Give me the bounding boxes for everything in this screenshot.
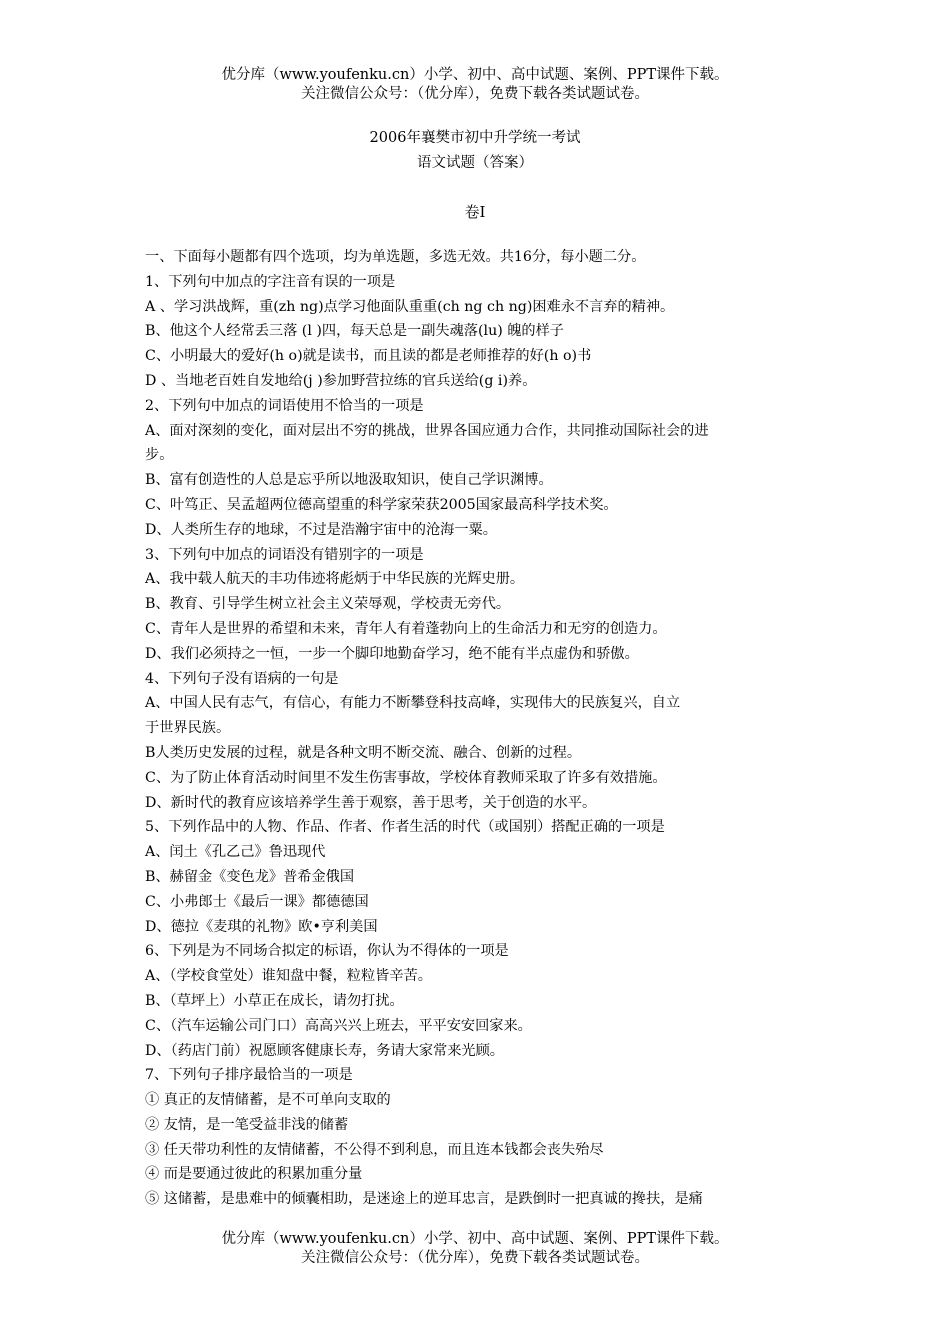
text-line: ② 友情，是一笔受益非浅的储蓄 xyxy=(145,1116,349,1133)
text-line: B人类历史发展的过程，就是各种文明不断交流、融合、创新的过程。 xyxy=(145,744,582,761)
text-line: 于世界民族。 xyxy=(145,720,231,737)
text-line: C、叶笃正、吴孟超两位德高望重的科学家荣获2005国家最高科学技术奖。 xyxy=(145,496,618,513)
text-line: D、（药店门前）祝愿顾客健康长寿，务请大家常来光顾。 xyxy=(145,1042,504,1059)
text-line: A、中国人民有志气，有信心，有能力不断攀登科技高峰，实现伟大的民族复兴，自立 xyxy=(145,695,681,712)
page-header xyxy=(0,66,950,104)
text-line: B、富有创造性的人总是忘乎所以地汲取知识，使自己学识渊博。 xyxy=(145,472,553,489)
text-line: C、为了防止体育活动时间里不发生伤害事故，学校体育教师采取了许多有效措施。 xyxy=(145,769,667,786)
text-line: ③ 任天带功利性的友情储蓄，不公得不到利息，而且连本钱都会丧失殆尽 xyxy=(145,1141,604,1158)
text-line: 5、下列作品中的人物、作品、作者、作者生活的时代（或国别）搭配正确的一项是 xyxy=(145,819,665,836)
text-line: A、（学校食堂处）谁知盘中餐，粒粒皆辛苦。 xyxy=(145,968,432,985)
text-line: D 、当地老百姓自发地给(j )参加野营拉练的官兵送给(g i)养。 xyxy=(145,372,537,389)
text-line: ① 真正的友情储蓄，是不可单向支取的 xyxy=(145,1092,391,1109)
text-line: C、小明最大的爱好(h o)就是读书，而且读的都是老师推荐的好(h o)书 xyxy=(145,348,592,365)
header-line-2: 关注微信公众号：（优分库），免费下载各类试题试卷。 xyxy=(301,86,649,102)
text-line: A、面对深刻的变化，面对层出不穷的挑战，世界各国应通力合作，共同推动国际社会的进 xyxy=(145,422,709,439)
text-line: 3、下列句中加点的词语没有错别字的一项是 xyxy=(145,546,424,563)
text-line: C、（汽车运输公司门口）高高兴兴上班去，平平安安回家来。 xyxy=(145,1017,532,1034)
question-body xyxy=(145,245,825,1212)
text-line: 4、下列句子没有语病的一句是 xyxy=(145,670,339,687)
text-line: A 、学习洪战辉，重(zh ng)点学习他面队重重(ch ng ch ng)困难永不言弃的精神。 xyxy=(145,298,675,315)
page-footer xyxy=(0,1230,950,1268)
title-line-1: 2006年襄樊市初中升学统一考试 xyxy=(369,130,581,146)
text-line: D、新时代的教育应该培养学生善于观察，善于思考，关于创造的水平。 xyxy=(145,794,597,811)
text-line: ④ 而是要通过彼此的积累加重分量 xyxy=(145,1166,363,1183)
text-line: 6、下列是为不同场合拟定的标语，你认为不得体的一项是 xyxy=(145,943,509,960)
text-line: D、德拉《麦琪的礼物》欧•亨利美国 xyxy=(145,918,378,935)
title-line-2: 语文试题（答案） xyxy=(417,155,533,171)
text-line: B、他这个人经常丢三落 (l )四，每天总是一副失魂落(lu) 魄的样子 xyxy=(145,323,564,340)
footer-line-1: 优分库（www.youfenku.cn）小学、初中、高中试题、案例、PPT课件下载。 xyxy=(221,1231,729,1247)
footer-line-2: 关注微信公众号：（优分库），免费下载各类试题试卷。 xyxy=(301,1250,649,1266)
text-line: C、小弗郎士《最后一课》都德德国 xyxy=(145,893,369,910)
text-line: 一、下面每小题都有四个选项，均为单选题，多选无效。共16分，每小题二分。 xyxy=(145,249,646,265)
header-line-1: 优分库（www.youfenku.cn）小学、初中、高中试题、案例、PPT课件下载。 xyxy=(221,67,729,83)
volume-heading: 卷Ⅰ xyxy=(464,203,486,221)
text-line: 1、下列句中加点的字注音有误的一项是 xyxy=(145,273,396,290)
text-line: 步。 xyxy=(145,447,174,464)
text-line: B、教育、引导学生树立社会主义荣辱观，学校责无旁代。 xyxy=(145,596,511,613)
text-line: ⑤ 这储蓄，是患难中的倾囊相助，是迷途上的逆耳忠言，是跌倒时一把真诚的搀扶，是痛 xyxy=(145,1191,703,1208)
text-line: A、我中载人航天的丰功伟迹将彪炳于中华民族的光辉史册。 xyxy=(145,571,525,588)
text-line: B、赫留金《变色龙》普希金俄国 xyxy=(145,868,355,885)
text-line: D、人类所生存的地球，不过是浩瀚宇宙中的沧海一粟。 xyxy=(145,521,497,538)
text-line: 2、下列句中加点的词语使用不恰当的一项是 xyxy=(145,397,424,414)
text-line: 7、下列句子排序最恰当的一项是 xyxy=(145,1067,353,1084)
text-line: A、闰土《孔乙己》鲁迅现代 xyxy=(145,844,326,861)
text-line: D、我们必须持之一恒，一步一个脚印地勤奋学习，绝不能有半点虚伪和骄傲。 xyxy=(145,645,639,662)
exam-title xyxy=(0,126,950,176)
text-line: C、青年人是世界的希望和未来，青年人有着蓬勃向上的生命活力和无穷的创造力。 xyxy=(145,620,667,637)
text-line: B、（草坪上）小草正在成长，请勿打扰。 xyxy=(145,992,404,1009)
